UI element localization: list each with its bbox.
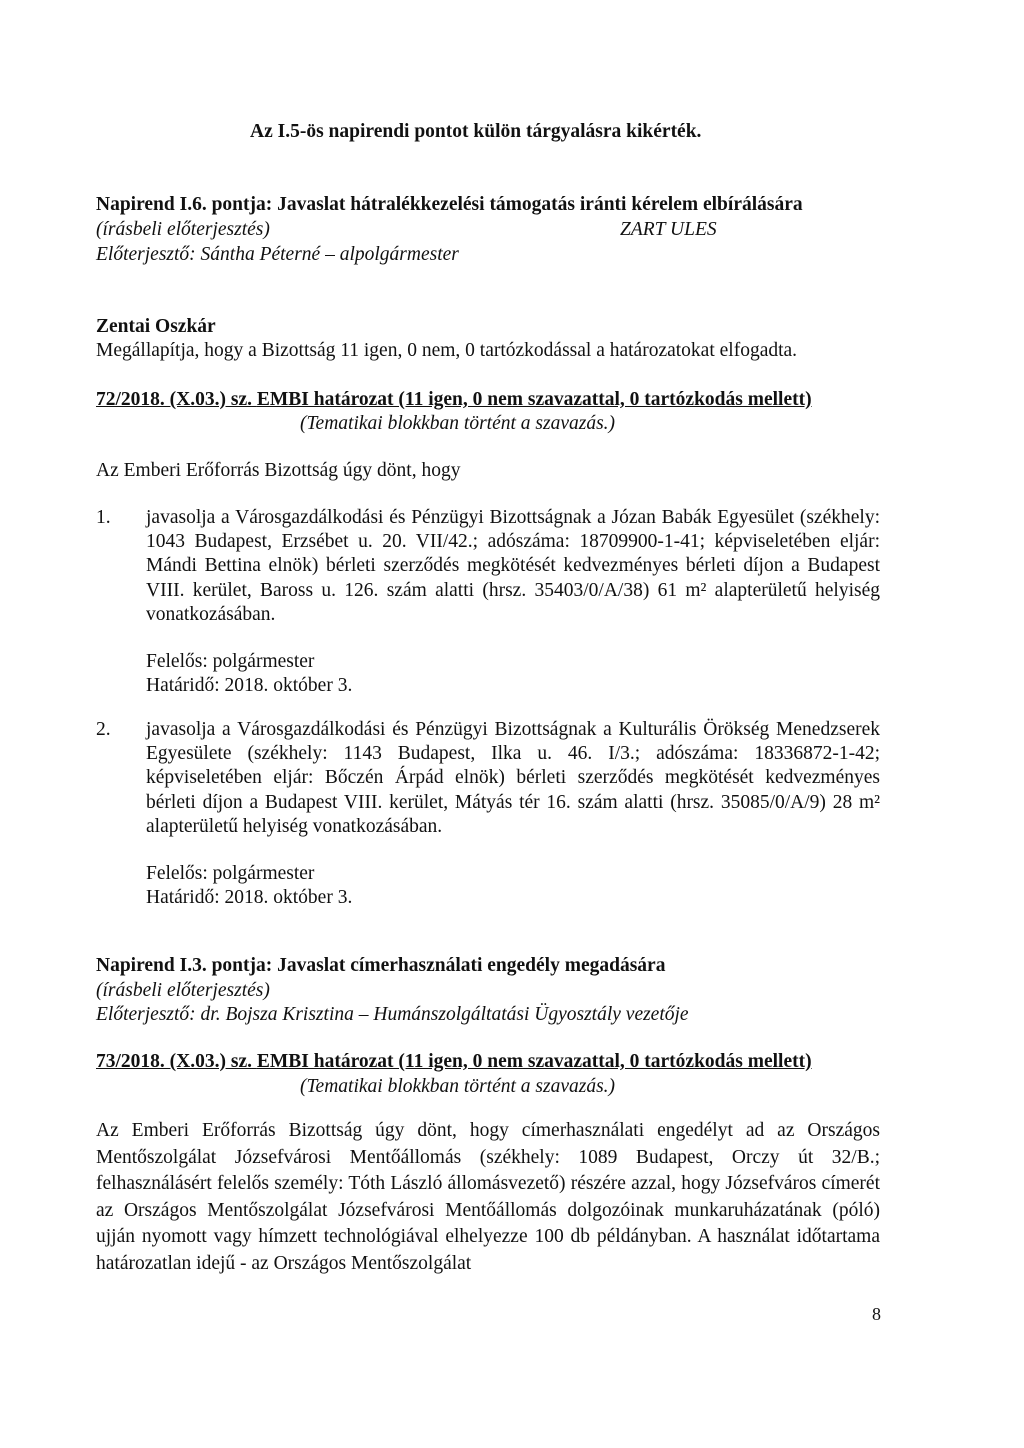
resolution-72-note: (Tematikai blokkban történt a szavazás.)	[300, 413, 616, 434]
intro-line: Az I.5-ös napirendi pontot külön tárgyalásra kikérték.	[250, 121, 702, 142]
agenda-item-3-presenter: Előterjesztő: dr. Bojsza Krisztina – Humánszolgáltatási Ügyosztály vezetője	[96, 1004, 689, 1025]
agenda-item-3-written: (írásbeli előterjesztés)	[96, 980, 270, 1001]
resolution-72-intro: Az Emberi Erőforrás Bizottság úgy dönt, hogy	[96, 460, 461, 481]
agenda-item-6-prefix: Napirend I.6. pontja:	[96, 194, 273, 215]
resolution-72-number: 72/2018. (X.03.) sz.	[96, 389, 252, 410]
chair-statement: Megállapítja, hogy a Bizottság 11 igen, 0 nem, 0 tartózkodással a határozatokat elfogadta.	[96, 340, 798, 361]
point-2-text: javasolja a Városgazdálkodási és Pénzügyi Bizottságnak a Kulturális Örökség Menedzserek Egyesülete (székhely: 1143 Budapest, Ilka u. 46. I/3.; adószáma: 18336872-1-42; képviseletében eljár: Bőczén Árpád elnök) bérleti szerződés megkötését kedvezményes bérleti díjon a Budapest VIII. kerület, Mátyás tér 16. szám alatti (hrsz. 35085/0/A/9) 28 m² alapterületű helyiség vonatkozásában.	[146, 719, 880, 837]
agenda-item-3-title: Javaslat címerhasználati engedély megadására	[277, 955, 666, 976]
agenda-item-6-written: (írásbeli előterjesztés)	[96, 219, 270, 240]
page-number: 8	[872, 1304, 881, 1324]
resolution-73-note: (Tematikai blokkban történt a szavazás.)	[300, 1076, 616, 1097]
chair-name: Zentai Oszkár	[96, 316, 216, 337]
resolution-73-heading	[96, 1050, 812, 1073]
agenda-item-6-heading	[96, 193, 803, 216]
point-1-responsible: Felelős: polgármester	[146, 651, 315, 672]
point-2-number: 2.	[96, 719, 111, 740]
agenda-item-6-presenter: Előterjesztő: Sántha Péterné – alpolgármester	[96, 244, 459, 265]
resolution-73-body: Az Emberi Erőforrás Bizottság úgy dönt, hogy címerhasználati engedélyt ad az Országos Mentőszolgálat Józsefvárosi Mentőállomás (székhely: 1089 Budapest, Orczy út 32/B.; felhasználásért felelős személy: Tóth László állomásvezető) részére azzal, hogy Józsefváros címerét az Országos Mentőszolgálat Józsefvárosi Mentőállomás dolgozóinak munkaruházatának (póló) ujján nyomott vagy hímzett technológiával elhelyezze 100 db példányban. A használat időtartama határozatlan idejű - az Országos Mentőszolgálat	[96, 1120, 880, 1274]
resolution-72-title: EMBI határozat (11 igen, 0 nem szavazattal, 0 tartózkodás mellett)	[256, 389, 812, 410]
point-2-deadline: Határidő: 2018. október 3.	[146, 887, 353, 908]
agenda-item-3-prefix: Napirend I.3. pontja:	[96, 955, 273, 976]
point-1-text: javasolja a Városgazdálkodási és Pénzügyi Bizottságnak a Józan Babák Egyesület (székhely: 1043 Budapest, Erzsébet u. 20. VII/42.; adószáma: 18709900-1-41; képviseletében eljár: Mándi Bettina elnök) bérleti szerződés megkötését kedvezményes bérleti díjon a Budapest VIII. kerület, Baross u. 126. szám alatti (hrsz. 35403/0/A/38) 61 m² alapterületű helyiség vonatkozásában.	[146, 507, 880, 625]
resolution-73-number: 73/2018. (X.03.) sz.	[96, 1051, 252, 1072]
agenda-item-3-heading	[96, 954, 665, 977]
point-1-number: 1.	[96, 507, 111, 528]
closed-session-label: ZART ULES	[620, 219, 717, 240]
resolution-73-title: EMBI határozat (11 igen, 0 nem szavazattal, 0 tartózkodás mellett)	[256, 1051, 812, 1072]
point-2-responsible: Felelős: polgármester	[146, 863, 315, 884]
agenda-item-6-title: Javaslat hátralékkezelési támogatás iránti kérelem elbírálására	[277, 194, 803, 215]
point-1-deadline: Határidő: 2018. október 3.	[146, 675, 353, 696]
resolution-72-heading	[96, 388, 812, 411]
